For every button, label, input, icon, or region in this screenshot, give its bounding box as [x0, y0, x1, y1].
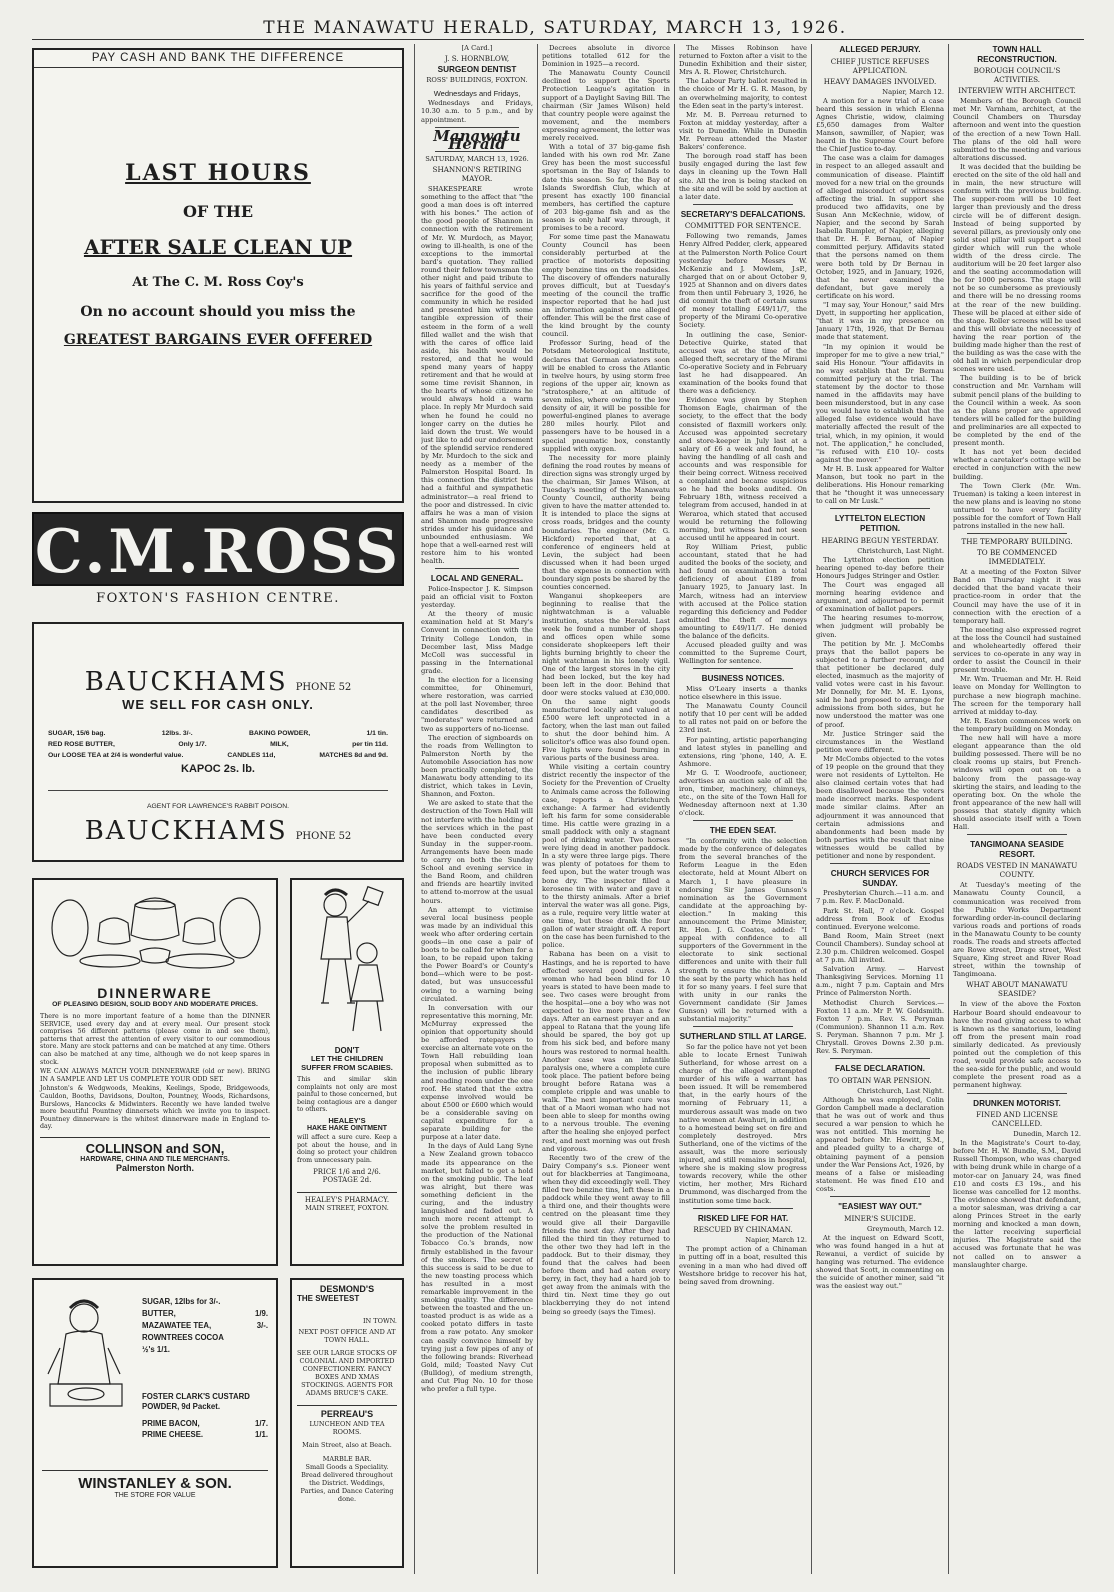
lyttelton-text: The Court was engaged all morning hearing evidence and argument, and adjourned to permit of examination of ballot papers. — [816, 580, 944, 614]
news-item: The Labour Party ballot resulted in the choice of Mr H. G. R. Mason, by an overwhelming majority, to contest the Eden seat in the party's interest. — [679, 77, 807, 110]
business-item: Mr G. T. Woodroofe, auctioneer, advertises an auction sale of all the iron, timber, machinery, chimneys, etc., on the site of the Town Hall for Wednesday afternoon next at 1.30 o'clock. — [679, 768, 807, 818]
easiest-heading: "EASIEST WAY OUT." — [838, 1202, 922, 1211]
no-account-text: On no account should you miss the — [80, 304, 356, 320]
after-sale-title: AFTER SALE CLEAN UP — [83, 235, 353, 259]
scabies-body: This and similar skin complaints not only are most painful to those concerned, but being contagious are a danger to others. — [297, 1076, 397, 1114]
w-cheese-price: 1/1. — [254, 1430, 268, 1439]
business-item: For painting, artistic paperhanging and latest styles in panelling and extensions, ring 'phone, 140, A. E. Ashmore. — [679, 735, 807, 768]
tangimoana-subheading: ROADS VESTED IN MANAWATU COUNTY. — [956, 861, 1078, 880]
w-cheese: PRIME CHEESE. — [142, 1430, 204, 1439]
news-item: Professor Suring, head of the Potsdam Meteorological Institute, declares that German aviators soon will be enabled to cross the Atlantic in twelve hours, by using storm free regions of the upper air, known as "stratosphere," at an altitude of seven miles, where owing to the low density of air, it will be possible for powerful-engined planes to average 280 miles hourly. Pilot and passengers have to be housed in a special pneumatic box, constantly supplied with oxygen. — [542, 339, 670, 453]
sugar-item: SUGAR, 15/6 bag. — [48, 730, 106, 737]
w-cocoa: ROWNTREES COCOA — [142, 1333, 224, 1342]
defalcations-heading: SECRETARY'S DEFALCATIONS. — [680, 209, 806, 219]
perjury-text: "In my opinion it would be improper for me to give a new trial," said His Honour. "Your affidavits in no way establish that Dr Bernau committed perjury at the trial. The statement by the doctor to those named in the affidavits may have been misunderstood, but in any case you would have to establish that the alleged false evidence would have materially affected the result of the trial, which, in my opinion, it would not. The application," he concluded, "is refused with £10 10/- costs against the mover." — [816, 342, 944, 464]
perreau-title: PERREAU'S — [297, 1405, 397, 1420]
perreau-body: Small Goods a Speciality. Bread delivered throughout the District. Weddings, Parties, and Dance Catering done. — [300, 1463, 394, 1503]
dinnerware-makers: Johnston's & Wedgwoods, Meakins, Keelings, Spode, Bridgewoods, Cauldon, Booths, Davidsons, Doulton, Pountney, Woods, Richardsons, Burslows, Hancocks & Midwinters. Recently we have landed twelve more beautiful Pountney dinnersets which we invite you to inspect. Pountney dinnerware is the whitest dinnerware made in England to-day. — [40, 1085, 270, 1131]
lyttelton-text: Mr. Justice Stringer said the circumstances in the Westland petition were different. — [816, 729, 944, 754]
kapoc-item: KAPOC 2s. lb. — [181, 763, 255, 775]
column-rule — [811, 44, 812, 1574]
column-rule — [674, 44, 675, 1574]
news-item: Mr. M. B. Perreau returned to Foxton at midday yesterday, after a visit to Dunedin. While in Dunedin Mr. Perreau attended the Master Bakers' conference. — [679, 110, 807, 152]
temporary-text: The new hall will have a more elegant appearance than the old building possessed. There will be no cloak rooms up stairs, but French-windows will open out on to a balcony from the passage-way skirting the stairs, and leading to the operating box. On the whole the front appearance of the new hall will possess that stately dignity which should associate itself with a Town Hall. — [953, 734, 1081, 832]
w-tea-price: 3/-. — [256, 1321, 268, 1330]
collinson-subtitle: HARDWARE, CHINA AND TILE MERCHANTS. — [80, 1155, 230, 1163]
last-hours-title: LAST HOURS — [125, 160, 311, 186]
dentist-title: SURGEON DENTIST — [437, 65, 517, 75]
butter-price: Only 1/7. — [178, 741, 207, 748]
church-heading: CHURCH SERVICES FOR SUNDAY. — [830, 869, 930, 888]
sutherland-text: So far the police have not yet been able to locate Ernest Tuniwah Sutherland, for whose arrest on a charge of the alleged attempted murder of his wife a warrant has been issued. It will be remembered that, in the early hours of the morning of February 11, a murderous assault was made on two native women at Awahuri, in addition to a homestead being set on fire and completely destroyed. Mrs Sutherland, one of the victims of the assault, was the more seriously injured, and still remains in hospital, where she is making slow progress towards recovery, while the other victim, her mother, Mrs Richard Drummond, was discharged from the institution some time back. — [679, 1042, 807, 1205]
dinnerware-illustration — [40, 883, 272, 975]
milk-price: per tin 11d. — [352, 741, 388, 748]
column-6 — [953, 44, 1081, 1574]
town-hall-subheading: BOROUGH COUNCIL'S ACTIVITIES. — [973, 66, 1061, 85]
ross-logo: C.M.ROSS — [32, 512, 404, 586]
news-item: The Manawatu County Council declined to support the Sports Protection League's agitation in support of a Daylight Saving Bill. The chairman (Sir James Wilson) held that country people were against the movement, and the members expressing agreement, the letter was merely received. — [542, 69, 670, 143]
town-hall-text: The Town Clerk (Mr. Wm. Trueman) is taking a keen interest in the new plans and is leaving no stone unturned to have every facility possible for the comfort of Town Hall patrons installed in the new hall. — [953, 481, 1081, 531]
column-rule — [414, 44, 415, 1574]
w-butter-price: 1/9. — [254, 1309, 268, 1318]
lyttelton-heading: LYTTELTON ELECTION PETITION. — [834, 514, 926, 533]
temporary-text: The meeting also expressed regret at the loss the Council had sustained and wholeheartedly offered their services to co-operate in any way in order to assist the Council in their present trouble. — [953, 625, 1081, 675]
baking-item: BAKING POWDER, — [248, 730, 311, 737]
risked-text: The prompt action of a Chinaman in putting off in a boat, resulted this evening in a man who had dived off Westshore bridge to recover his hat, being saved from drowning. — [679, 1245, 807, 1286]
defalcations-text: Roy William Priest, public accountant, stated that he had audited the books of the society, and had found on examination a total deficiency of about £189 from January 1925, to January last. In March, witness had an interview with accused at the Police station regarding this deficiency and Pedder admitted the theft of moneys amounting to £49/11/7. He denied the balance of the deficits. — [679, 542, 807, 640]
dinnerware-subtitle: OF PLEASING DESIGN, SOLID BODY AND MODERATE PRICES. — [52, 1001, 258, 1008]
news-item: For some time past the Manawatu County Council has been considerably perturbed at the practice of motorists depositing empty benzine tins on the roadsides. The discovery of offenders naturally proves difficult, but at Tuesday's meeting of the council the traffic inspector reported that he had just an information against one alleged offender. This will be the first case of the kind brought by the county council. — [542, 233, 670, 339]
false-declaration-subheading: TO OBTAIN WAR PENSION. — [828, 1075, 932, 1085]
lyttelton-text: The hearing resumes to-morrow, when judgment will probably be given. — [816, 614, 944, 639]
drunken-subheading: FINED AND LICENSE CANCELLED. — [976, 1110, 1058, 1129]
town-hall-text: It has not yet been decided whether a caretaker's cottage will be erected in conjunction with the new building. — [953, 448, 1081, 481]
sugar-qty: 12lbs. 3/-. — [161, 730, 193, 737]
business-item: The Manawatu County Council notify that 10 per cent will be added to all rates not paid on or before the 23rd inst. — [679, 702, 807, 735]
pharmacy-address: MAIN STREET, FOXTON. — [305, 1204, 389, 1213]
perjury-text: A motion for a new trial of a case heard this session in which Elenna Agnes Christie, widow, claiming £5,650 damages from Walter Manson, sawmiller, of Napier, was heard in the Supreme Court before the Chief Justice to-day. — [816, 96, 944, 154]
w-custard: FOSTER CLARK'S CUSTARD POWDER, 9d Packet. — [142, 1392, 250, 1411]
dinnerware-ad — [32, 878, 278, 1266]
local-item: In the election for a licensing committee, for Ohinemuri, where restoration, was carried at the poll last November, three candidates described as "moderates" were returned and two as supporters of no-license. — [421, 675, 533, 733]
easiest-subheading: MINER'S SUICIDE. — [844, 1213, 916, 1223]
hake-price: PRICE 1/6 and 2/6. — [313, 1168, 381, 1177]
perjury-dateline: Napier, March 12. — [882, 87, 944, 96]
bauckhams-title-2: BAUCKHAMS — [84, 816, 288, 846]
church-item: Presbyterian Church.—11 a.m. and 7 p.m. Rev. F. MacDonald. — [816, 889, 944, 906]
easiest-dateline: Greymouth, March 12. — [866, 1224, 944, 1233]
lyttelton-dateline: Christchurch, Last Night. — [857, 546, 944, 555]
hake-name: HAKE HAKE OINTMENT — [306, 1124, 388, 1132]
desmond-title: DESMOND'S — [319, 1284, 375, 1294]
town-hall-subheading-2: INTERVIEW WITH ARCHITECT. — [958, 86, 1076, 96]
desmond-ad — [290, 1278, 404, 1568]
news-item: While visiting a certain country district recently the inspector of the Society for the Prevention of Cruelty to Animals came across the following case, reports a Christchurch exchange: A farmer had evidently left his farm for some considerable time. His cattle were grazing in a small paddock with only a stagnant pool of drinking water. Two horses were lying dead in another paddock. In a sty were three large pigs. There was plenty of potatoes for them to feed upon, but the water trough was bone dry. The inspector filled a kerosene tin with water and gave it to the thirsty animals. After a brief interval the water was all gone. Pigs, as a rule, require very little water at one time, but these drank the four gallon of water straight off. A report on the case has been furnished to the police. — [542, 763, 670, 950]
candles-item: CANDLES 11d, — [227, 752, 276, 759]
column-5 — [816, 44, 944, 1574]
business-heading: BUSINESS NOTICES. — [701, 674, 785, 684]
newspaper-header: THE MANAWATU HERALD, SATURDAY, MARCH 13, 1926. — [263, 18, 847, 38]
dentist-hours: Wednesdays and Fridays, 10.30 a.m. to 5 p.m., and by appointment. — [421, 99, 533, 124]
drunken-heading: DRUNKEN MOTORIST. — [973, 1098, 1061, 1108]
perjury-subheading-2: HEAVY DAMAGES INVOLVED. — [823, 76, 937, 86]
easiest-text: At the inquest on Edward Scott, who was found hanged in a hut at Rewanui, a verdict of suicide by hanging was returned. The evidence showed that Scott, in commenting on the suicide of another miner, said "it was the easiest way out." — [816, 1233, 944, 1291]
collinson-title: COLLINSON and SON, — [40, 1137, 270, 1156]
bauckhams-ad — [32, 622, 404, 862]
news-item: Wanganui shopkeepers are beginning to realise that the nightwatchman is a valuable institution, states the Herald. Last week he found a number of shops and offices open while some considerate shopkeepers left their lights burning brightly to cheer the night watchman in his lonely vigil. One of the largest stores in the city had been locked, but the key had been left in the door. Behind that door were stocks valued at £30,000. On the same night goods manufactured locally and valued at £500 were left unprotected in a factory, when the last man out failed to shut the door behind him. A solicitor's office was also found open. Five lights were found burning in various parts of the business area. — [542, 592, 670, 763]
temporary-heading: THE TEMPORARY BUILDING. — [961, 537, 1073, 547]
bauckhams-phone: PHONE 52 — [295, 682, 352, 693]
perreau-marble: MARBLE BAR. — [322, 1455, 372, 1463]
fashion-centre: FOXTON'S FASHION CENTRE. — [96, 591, 340, 606]
local-item: In the days of Auld Lang Syne a New Zealand grown tobacco made its appearance on the market, but failed to get a hold on the smoking public. The leaf was alright, but there was something deficient in the curing, and the industry languished and faded out. A much more recent attempt to solve the problem resulted in the production of the National Tobacco Co.'s brands, now firmly established in the favour of the smokers. The secret of this success is said to be due to the new toasting process which has resulted in a most remarkable improvement in the smoking quality. The difference between the toasted and the un-toasted product is as wide as a cooked potato differs in taste from a raw potato. Any smoker can easily convince himself by trying just a few pipes of any of the following brands: Riverhead Gold, mild; Toasted Navy Cut (Bulldog), of medium strength, and Cut Plug No. 10 for those who prefer a full type. — [421, 1142, 533, 1394]
lyttelton-subheading: HEARING BEGUN YESTERDAY. — [821, 535, 939, 545]
tangimoana-heading: TANGIMOANA SEASIDE RESORT. — [970, 840, 1064, 859]
healeys-name: HEALEY'S — [328, 1115, 366, 1125]
pharmacy-name: HEALEY'S PHARMACY. — [297, 1192, 397, 1204]
news-item: With a total of 37 big-game fish landed with his own rod Mr. Zane Grey has been the most successful sportsman in the Bay of Islands to date this season. So far, the Bay of Islands Swordfish Club, which at present has exactly 100 financial members, has certified the capture of 203 big-game fish and as the season is only half way through, it promises to be a record. — [542, 143, 670, 233]
header-rule — [32, 39, 1084, 40]
issue-date: SATURDAY, MARCH 13, 1926. — [425, 154, 529, 163]
local-item: In conversation with our representative this morning, Mr. McMurray expressed the opinion that opportunity should be afforded ratepayers to exercise an alternate vote on the Town Hall rebuilding loan proposal when submitted as to the inclusion of public library and reading room under the one roof. He stated that the extra expense involved would be about £500 or £600 which would be a considerable saving on capital expenditure for a separate building for the purpose at a later date. — [421, 1003, 533, 1142]
dentist-name: J. S. HORNBLOW, — [444, 54, 510, 64]
local-item: An attempt to victimise several local business people was made by an individual this week who after ordering certain goods—in one case a pair of boots to be called for when for a loan, to be repaid upon taking the Power Board's or County's bond—which were to be post-dated, but was unsuccessful owing to a warning being circulated. — [421, 905, 533, 1003]
lyttelton-text: Mr McCombs objected to the votes of 19 people on the ground that they were not residents of Lyttelton. He also claimed certain votes that had been disallowed because the voters made incorrect marks. Respondent made similar claims. After an adjournment it was announced that certain admissions and abandonments had been made by both parties with the result that nine witnesses would be called by petitioner and none by respondent. — [816, 754, 944, 861]
perreau-location: Main Street, also at Beach. — [302, 1441, 392, 1449]
lyttelton-text: The petition by Mr. J. McCombs prays that the ballot papers be subjected to a further recount, and that petitioner be declared duly elected, inasmuch as the majority of valid votes were cast in his favour. Mr Donnelly, for Mr. M. E. Lyons, said he had proposed to arrange for admissions from both sides, but he now understood the matter was one of proof. — [816, 639, 944, 729]
w-bacon: PRIME BACON, — [142, 1419, 200, 1428]
perjury-text: The case was a claim for damages in respect to an alleged assault and communication of disease. Plaintiff moved for a new trial on the grounds of alleged misconduct of witnesses affecting the trial. In support she produced two affidavits, one by Susan Ann McKechnie, widow, of Napier, and the second by Sarah Isabella Rumpler, of Napier, alleging that Dr. H. F. Bernau, of Napier committed perjury. Affidavits stated that the persons named on them were both told by Dr Bernau in October, 1925, and in January, 1926, that he never examined the defendant, but gave merely a certificate on his word. — [816, 154, 944, 300]
hake-postage: POSTAGE 2d. — [322, 1176, 372, 1185]
sutherland-heading: SUTHERLAND STILL AT LARGE. — [679, 1032, 807, 1042]
mayor-text: SHAKESPEARE wrote something to the affect that "the good a man does is oft interred with his bones." The action of the good people of Shannon in connection with the retirement of Mr. W. Murdoch, as Mayor, owing to ill-health, is one of the exceptions to the immortal bard's quotation. They rallied round their fellow townsman the other night and paid tribute to his years of faithful service and sacrifice for the good of the community in which he resided and presented him with some tangible expression of their esteem in the form of a well filled wallet and the wish that with the cares of office laid aside, his health would be restored, and that he would spend many years of happy retirement and that he would at some time revisit Shannon, in the hearts of whose citizens he would always hold a warm place. In reply Mr Murdoch said when he found he could no longer carry on the duties he laid down the trust. We would just like to add our endorsement of the splendid service rendered by Mr. Murdoch to the sick and needy as a member of the Palmerston Hospital Board. In this connection the district has had a faithful and sympathetic administrator—a real friend to the poor and distressed. In civic affairs he was a man of vision and Shannon made progressive strides under his guidance and unbounded enthusiasm. We hope that a well-earned rest will restore him to his wonted health. — [421, 184, 533, 566]
temporary-text: At a meeting of the Foxton Silver Band on Thursday night it was decided that the band vacate their practice-room in order that the Council may have the use of it in connection with the erection of a temporary hall. — [953, 568, 1081, 625]
news-item: Recently two of the crew of the Dairy Company's s.s. Pioneer went out for blackberries at Tangimoana, when they did exceedingly well. They filled two benzine tins, left these in a paddock while they went away to fill a third one, and their thoughts were centred on the pleasant time they would give all their Dargaville friends the next day. After they had filled the third tin they returned to the other two they had left in the paddock. But to their dismay, they found that the calves had been before them and had eaten every berry, in fact, they had a hard job to get away from the animals with the third tin. Next time they go out blackberrying they do not intend being so greedy (says the Times). — [542, 1153, 670, 1316]
news-item: The borough road staff has been busily engaged during the last few days in cleaning up the Town Hall site. All the iron is being stacked on the site and will be sold by auction at a later date. — [679, 152, 807, 201]
baking-price: 1/1 tin. — [366, 730, 388, 737]
news-item: Rabana has been on a visit to Hastings, and he is reported to have effected several good cures. A woman who had been blind for 10 years is stated to have been made to see. Two cases were brought from the hospital—one a boy who was not expected to live more than a few days. After an earnest prayer and an appeal to Ratana that the young life should be spared, the boy got up from his sick bed, and before many hours was restored to normal health. Another case was an infantile paralysis one, where a complete cure took place. The patient before being brought before Ratana was a complete cripple and was unable to walk. The next important cure was that of a Maori woman who had not been able to sleep for months owing to a nervous trouble. The evening after the healing she enjoyed perfect rest, and next morning was out fresh and vigorous. — [542, 950, 670, 1153]
risked-heading: RISKED LIFE FOR HAT. — [697, 1213, 789, 1223]
w-bacon-price: 1/7. — [254, 1419, 268, 1428]
collinson-place: Palmerston North. — [115, 1162, 194, 1173]
column-rule — [537, 44, 538, 1574]
cash-only: WE SELL FOR CASH ONLY. — [122, 697, 314, 712]
pay-cash-banner: PAY CASH AND BANK THE DIFFERENCE — [34, 52, 402, 68]
at-ross-text: At The C. M. Ross Coy's — [132, 275, 304, 290]
business-item: Miss O'Leary inserts a thanks notice elsewhere in this issue. — [679, 684, 807, 702]
false-declaration-text: Although he was employed, Colin Gordon Campbell made a declaration that he was out of work and thus secured a war pension to which he was not entitled. This morning he appeared before Mr. Hewitt, S.M., and pleaded guilty to a charge of obtaining payment of a pension under the War Pensions Act, 1926, by means of a false or misleading statement. He was fined £10 and costs. — [816, 1095, 944, 1193]
dinnerware-body: There is no more important feature of a home than the DINNER SERVICE, used every day and at every meal. Our present stock comprises 56 different patterns (please come in and see them), patterns that arrest the attention of every visitor to our commodious store. Many are stock patterns and can be matched at any time. Others can also be matched at any time, although we do not keep spares in stock. — [40, 1013, 270, 1066]
temporary-text: Mr. R. Easton commences work on the temporary building on Monday. — [953, 716, 1081, 733]
defalcations-text: In outlining the case, Senior-Detective Quirke, stated that accused was at the time of the alleged theft, secretary of the Mirami Co-operative Society and in February last he had disappeared. An examination of the books found that there was a deficiency. — [679, 330, 807, 396]
dentist-days: Wednesdays and Fridays, — [433, 88, 521, 98]
winstanley-subtitle: THE STORE FOR VALUE — [114, 1492, 196, 1499]
ross-sale-ad — [32, 48, 404, 503]
of-the-text: OF THE — [182, 202, 254, 221]
news-item: Decrees absolute in divorce petitions totalled 612 for the Dominion in 1925—a record. — [542, 44, 670, 69]
false-declaration-dateline: Christchurch, Last Night. — [857, 1086, 944, 1095]
drunken-dateline: Dunedin, March 12. — [1013, 1130, 1081, 1139]
scabies-title: LET THE CHILDREN SUFFER FROM SCABIES. — [301, 1054, 393, 1072]
perjury-heading: ALLEGED PERJURY. — [839, 45, 921, 54]
seaside-subheading: WHAT ABOUT MANAWATU SEASIDE? — [966, 980, 1068, 999]
desmond-location: NEXT POST OFFICE AND AT TOWN HALL. — [298, 1328, 396, 1344]
local-item: We are asked to state that the destruction of the Town Hall will not interfere with the holding of the services which in the past have been conducted every Sunday in the supper-room. Arrangements have been made to carry on both the Sunday School and evening service in the Band Room, and children and friends are heartily invited to attend to-morrow at the usual hours. — [421, 799, 533, 905]
matches-item: MATCHES 8d and 9d. — [319, 752, 388, 759]
church-item: Methodist Church Services.— Foxton 11 a.m. Mr P. W. Goldsmith. Foxton 7 p.m. Rev. S. Peryman (Communion). Shannon 11 a.m. Rev. S. Peryman. Shannon 7 p.m. Mr J. Chrystall. Groves Downs 2.30 p.m. Rev. S. Peryman. — [816, 998, 944, 1056]
defalcations-text: Accused pleaded guilty and was committed to the Supreme Court, Wellington for sentence. — [679, 641, 807, 666]
perjury-subheading: CHIEF JUSTICE REFUSES APPLICATION. — [830, 56, 930, 75]
column-rule — [948, 44, 949, 1574]
butter-item: RED ROSE BUTTER, — [48, 741, 115, 748]
eden-heading: THE EDEN SEAT. — [709, 826, 777, 836]
bargains-title: GREATEST BARGAINS EVER OFFERED — [63, 332, 373, 348]
desmond-in-town: IN TOWN. — [362, 1317, 397, 1325]
column-3 — [542, 44, 670, 1574]
eden-text: "In conformity with the selection made by the conference of delegates from the several branches of the Reform League in the Eden electorate, held at Mount Albert on March 1, I have pleasure in endorsing Sir James Gunson's nomination as the Government candidate at the approaching by-election." In making this announcement the Prime Minister, Rt. Hon. J. G. Coates, added: "I appeal with confidence to all supporters of the Government in the electorate to sink sectional differences and unite with their full strength to ensure the retention of the seat by the party which has held it for so many years. I feel sure that with unity in our ranks the Government candidate (Sir James Gunson) will be returned with a substantial majority." — [679, 837, 807, 1024]
dentist-rooms: ROSS' BUILDINGS, FOXTON. — [426, 75, 528, 84]
defalcations-text: Evidence was given by Stephen Thomson Eagle, chairman of the society, to the effect that the body consisted of flaxmill workers only. Accused was appointed secretary and store-keeper in July last at a salary of £6 a week and found, he having the handling of all cash and accounts and was responsible for their being correct. Witness received a complaint and became suspicious so he had the books audited. On February 18th, witness received a telegram from accused, handed in at Weraroa, which stated that accused would be returning the following morning, but witness had not seen accused until he appeared in court. — [679, 396, 807, 542]
local-item: Police-Inspector J. K. Simpson paid an official visit to Foxton yesterday. — [421, 584, 533, 610]
card-label: [A Card.] — [461, 44, 493, 52]
local-item: The erection of signboards on the roads from Wellington to Palmerston North by the Automobile Association has now been practically completed, the Manawatu body attending to its district, which takes in Levin, Shannon, and Foxton. — [421, 733, 533, 799]
perjury-text: Mr H. B. Lusk appeared for Walter Manson, but took no part in the deliberations. His Honour remarking that he "thought it was unnecessary to call on Mr Lusk." — [816, 464, 944, 506]
dont-title: DON'T — [334, 1046, 360, 1055]
town-hall-text: The building is to be of brick construction and Mr. Varnham will submit pencil plans of the building to the Council within a week. As soon as the plans proper are approved tenders will be called for the building and preliminaries are all expected to be completed by the end of the present month. — [953, 374, 1081, 448]
church-item: Park St. Hall, 7 o'clock. Gospel address from Book of Exodus continued. Everyone welcome. — [816, 906, 944, 931]
desmond-sweetest: THE SWEETEST — [297, 1294, 360, 1303]
town-hall-text: It was decided that the building be erected on the site of the old hall and in main, the new structure will conform with the previous building. The supper-room will be 10 feet larger than previously and the dress circle will be of different design. Instead of being supported by several pillars, as previously only one solid steel pillar will support a steel girder which will run the whole width of the dress circle. The auditorium will be 20 feet larger also and the seating accommodation will be for 1000 persons. The stage will not be so cumbersome as previously and there will be no dressing rooms at the rear of the new building. These will be placed at either side of the stage. Roller screens will be used and this will obviate the necessity of having the rear portion of the building made higher than the rest of the building as was the case with the old hall in which perpendicular drop scenes were used. — [953, 162, 1081, 374]
w-sugar: SUGAR, 12lbs for 3/-. — [142, 1297, 221, 1306]
town-hall-text: Members of the Borough Council met Mr. Varnham, architect, at the Council Chambers on Thursday afternoon and went into the question of the erection of a new Town Hall. The plans of the old hall were submitted to the meeting and various alterations discussed. — [953, 97, 1081, 162]
risked-subheading: RESCUED BY CHINAMAN. — [693, 1225, 793, 1235]
hake-body: will affect a sure cure. Keep a pot about the house, and in doing so protect your children from unnecessary pain. — [297, 1133, 397, 1164]
winstanley-ad — [32, 1278, 278, 1568]
town-hall-heading: TOWN HALL RECONSTRUCTION. — [977, 45, 1057, 64]
healeys-ad — [290, 878, 404, 1266]
column-4 — [679, 44, 807, 1574]
winstanley-title: WINSTANLEY & SON. — [42, 1470, 268, 1492]
w-tea: MAZAWATEE TEA, — [142, 1321, 212, 1330]
dinnerware-title: DINNERWARE — [97, 985, 213, 1001]
drunken-text: In the Magistrate's Court to-day, before Mr. H. W. Bundle, S.M., David Russell Thompson, who was charged with being drunk while in charge of a motor-car on January 24, was fined £10 and costs £3 19s., and his license was cancelled for 12 months. The evidence showed that defendant, a motor salesman, was driving a car along Princes Street in the early morning and knocked a man down, the latter receiving superficial injuries. The Magistrate said the accused was fortunate that he was not called on to answer a manslaughter charge. — [953, 1139, 1081, 1269]
w-cocoa-price: ½'s 1/1. — [142, 1345, 170, 1354]
temporary-subheading: TO BE COMMENCED IMMEDIATELY. — [977, 548, 1057, 567]
dinnerware-match: WE CAN ALWAYS MATCH YOUR DINNERWARE (old or new). BRING IN A SAMPLE AND LET US COMPLETE YOUR ODD SET. — [40, 1068, 270, 1083]
local-item: At the theory of music examination held at St Mary's Convent in connection with the Trinity College London, in December last, Miss Madge McColl was successful in passing in the International grade. — [421, 610, 533, 675]
mayor-heading: SHANNON'S RETIRING MAYOR. — [432, 164, 522, 183]
tangimoana-text: At Tuesday's meeting of the Manawatu County Council, a communication was received from the Public Works Department forwarding order-in-council declaring various roads and portions of roads in the Manawatu County to be county roads. The roads and streets affected are Rowe street, Drage street, West Square, King street and River Road street, within the township of Tangimoana. — [953, 881, 1081, 979]
tea-item: Our LOOSE TEA at 2/4 is wonderful value. — [48, 752, 184, 759]
rabbit-poison: AGENT FOR LAWRENCE'S RABBIT POISON. — [48, 790, 388, 810]
church-item: Band Room, Main Street (next Council Chambers). Sunday school at 2.30 p.m. Children welcomed. Gospel at 7 p.m. All invited. — [816, 931, 944, 965]
false-declaration-heading: FALSE DECLARATION. — [835, 1064, 925, 1074]
desmond-body: SEE OUR LARGE STOCKS OF COLONIAL AND IMPORTED CONFECTIONERY. FANCY BOXES AND XMAS STOCKINGS. AGENTS FOR ADAMS BRUCE'S CAKE. — [297, 1349, 397, 1397]
risked-dateline: Napier, March 12. — [745, 1236, 807, 1245]
w-butter: BUTTER, — [142, 1309, 176, 1318]
bauckhams-phone-2: PHONE 52 — [295, 831, 352, 842]
defalcations-subheading: COMMITTED FOR SENTENCE. — [684, 221, 802, 231]
perreau-subtitle: LUNCHEON AND TEA ROOMS. — [309, 1420, 385, 1436]
tangimoana-text: In view of the above the Foxton Harbour Board should endeavour to have the road giving access to what is known as the sanatorium, leading off from the present main road similarly dedicated. As previously pointed out the completion of this road, would provide safe access to the sea-side for the public, and would complete the present road as a permanent highway. — [953, 1000, 1081, 1090]
news-item: The Misses Robinson have returned to Foxton after a visit to the Dunedin Exhibition and their sister, Mrs A. R. Flower, Christchurch. — [679, 44, 807, 77]
milk-item: MILK, — [270, 741, 289, 748]
local-general-heading: LOCAL AND GENERAL. — [430, 574, 524, 584]
masthead: Manawatu Herald — [433, 126, 521, 153]
news-item: The necessity for more plainly defining the road routes by means of direction signs was strongly urged by the chairman, Sir James Wilson, at Tuesday's meeting of the Manawatu County Council, authority being given to have the matter attended to. It is intended to place the signs at cross roads, bridges and the county boundaries. The engineer (Mr. G. Hickford) reported that, at a conference of engineers held at Levin, the subject had been discussed when it had been urged that the expense in connection with boundary sign posts be shared by the counties concerned. — [542, 453, 670, 592]
defalcations-text: Following two remands, James Henry Alfred Pedder, clerk, appeared at the Palmerston North Police Court yesterday before Messrs W. McKenzie and J. Mowlem, J.sP., charged that on or about October 9, 1925 at Shannon and on divers dates from then until February 3, 1926, he did commit the theft of certain sums of money totalling £49/11/7, the property of the Mirami Co-operative Society. — [679, 232, 807, 330]
perjury-text: "I may say, Your Honour," said Mrs Dyett, in supporting her application, "that it was in my presence on January 17th, 1926, that Dr Bernau made that statement. — [816, 301, 944, 342]
temporary-text: Mr. Wm. Trueman and Mr. H. Reid leave on Monday for Wellington to purchase a new biograph machine. The screen for the temporary hall arrived at midday to-day. — [953, 675, 1081, 716]
column-2 — [421, 44, 533, 1574]
church-item: Salvation Army. — Harvest Thanksgiving Services. Morning 11 a.m., night 7 p.m. Captain and Mrs Prince of Palmerston North. — [816, 965, 944, 998]
bauckhams-title: BAUCKHAMS — [84, 667, 288, 697]
lyttelton-text: The Lyttelton election petition hearing opened to-day before their Honours Judges Stringer and Ostler. — [816, 555, 944, 580]
children-illustration — [297, 883, 399, 1038]
shopkeeper-illustration — [40, 1288, 132, 1418]
